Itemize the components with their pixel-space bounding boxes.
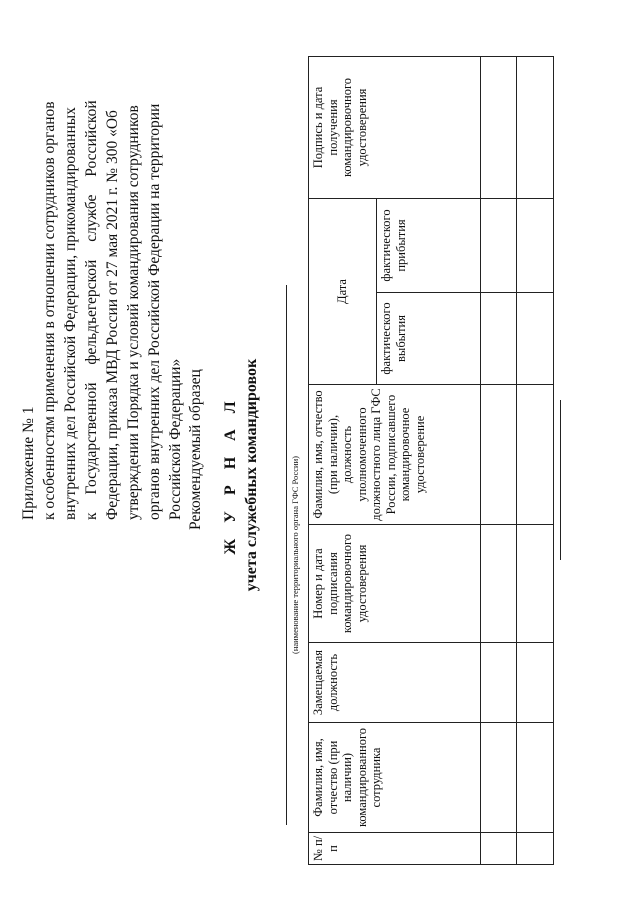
header-cert-number: Номер и дата подписания командировочного удостоверения [309,525,481,643]
sample-label: Рекомендуемый образец [187,369,204,530]
journal-subtitle: учета служебных командировок [243,358,260,592]
header-official: Фамилия, имя, отчество (при наличии), должность уполномоченного должностного лица ГФС России, подписавшего командировочное удостоверение [309,385,481,525]
header-line: Российской Федерации» [167,358,184,520]
header-line: внутренних дел Российской Федерации, прикомандированных [62,107,79,520]
header-num: № п/п [309,833,481,865]
header-line: Приложение № 1 [20,406,37,520]
header-departure: фактического выбытия [377,293,481,385]
journal-table [308,56,554,865]
header-line: Федерации, приказа МВД России от 27 мая 2021 г. № 300 «Об [104,110,121,520]
header-line: к особенностям применения в отношении сотрудников органов [41,101,58,520]
header-line: к Государственной фельдъегерской службе Российской [83,100,100,520]
header-signature: Подпись и дата получения командировочного удостоверения [309,56,481,198]
table-row [517,56,554,864]
header-arrival: фактического прибытия [377,198,481,292]
organ-name-caption: (наименование территориального органа ГФС России) [290,456,300,655]
header-line: органов внутренних дел Российской Федерации на территории [146,103,163,520]
header-line: утверждении Порядка и условий командирования сотрудников [125,105,142,520]
separator-line [560,400,561,560]
header-position: Замещаемая должность [309,643,481,723]
organ-name-line [286,285,287,825]
header-date: Дата [309,198,377,384]
journal-title: Ж У Р Н А Л [222,395,239,555]
appendix-header [18,50,186,520]
table-row [480,56,517,864]
header-fio: Фамилия, имя, отчество (при наличии) командированного сотрудника [309,723,481,833]
